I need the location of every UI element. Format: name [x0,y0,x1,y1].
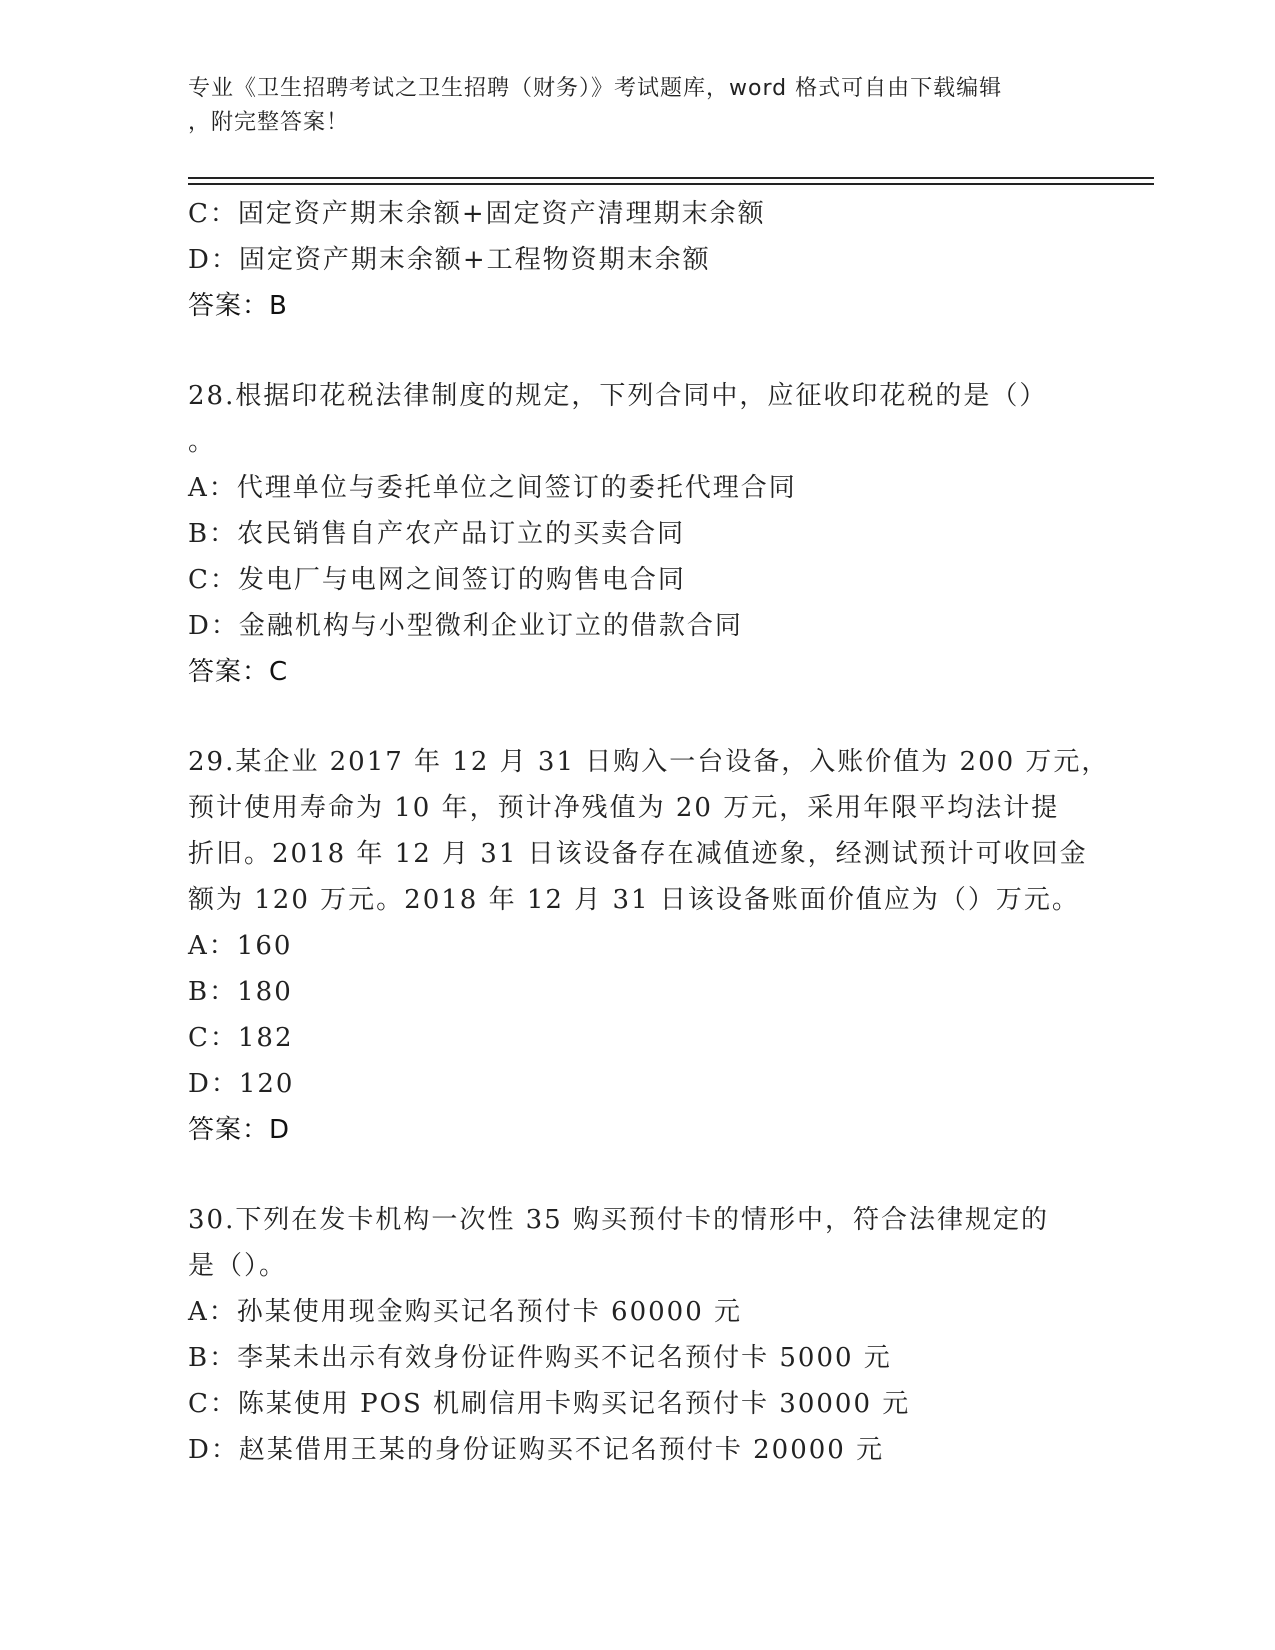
option-d: D：金融机构与小型微利企业订立的借款合同 [188,611,743,641]
option-b: B：180 [188,977,293,1007]
option-d: D：赵某借用王某的身份证购买不记名预付卡 20000 元 [188,1435,885,1465]
option-c: C：182 [188,1023,294,1053]
question-stem: 预计使用寿命为 10 年，预计净残值为 20 万元，采用年限平均法计提 [188,793,1060,823]
question-28 [188,373,1068,695]
question-27-tail [188,191,1068,329]
question-stem: 折旧。2018 年 12 月 31 日该设备存在减值迹象，经测试预计可收回金 [188,839,1088,869]
option-c: C：发电厂与电网之间签订的购售电合同 [188,565,686,595]
header-divider-bottom [188,183,1154,185]
option-d: D：120 [188,1069,295,1099]
header-divider-top [188,177,1154,179]
option-b: B：农民销售自产农产品订立的买卖合同 [188,519,686,549]
header-line-2: ，附完整答案！ [188,110,350,135]
option-c: C：固定资产期末余额+固定资产清理期末余额 [188,199,766,229]
question-stem: 额为 120 万元。2018 年 12 月 31 日该设备账面价值应为（）万元。 [188,885,1080,915]
question-29 [188,739,1110,1153]
question-stem: 是（）。 [188,1251,288,1281]
answer-label: 答案：B [188,291,288,321]
document-header [188,72,1068,140]
option-a: A：孙某使用现金购买记名预付卡 60000 元 [188,1297,743,1327]
answer-label: 答案：D [188,1115,291,1145]
question-stem: 。 [188,427,217,457]
question-stem: 29.某企业 2017 年 12 月 31 日购入一台设备，入账价值为 200 万元， [188,747,1110,777]
question-30 [188,1197,1068,1473]
option-a: A：代理单位与委托单位之间签订的委托代理合同 [188,473,797,503]
option-c: C：陈某使用 POS 机刷信用卡购买记名预付卡 30000 元 [188,1389,911,1419]
question-content [188,191,1110,1473]
question-stem: 28.根据印花税法律制度的规定，下列合同中，应征收印花税的是（） [188,381,1048,411]
option-d: D：固定资产期末余额+工程物资期末余额 [188,245,711,275]
option-a: A：160 [188,931,293,961]
option-b: B：李某未出示有效身份证件购买不记名预付卡 5000 元 [188,1343,892,1373]
header-line-1: 专业《卫生招聘考试之卫生招聘（财务）》考试题库，word 格式可自由下载编辑 [188,76,1003,101]
answer-label: 答案：C [188,657,289,687]
question-stem: 30.下列在发卡机构一次性 35 购买预付卡的情形中，符合法律规定的 [188,1205,1049,1235]
